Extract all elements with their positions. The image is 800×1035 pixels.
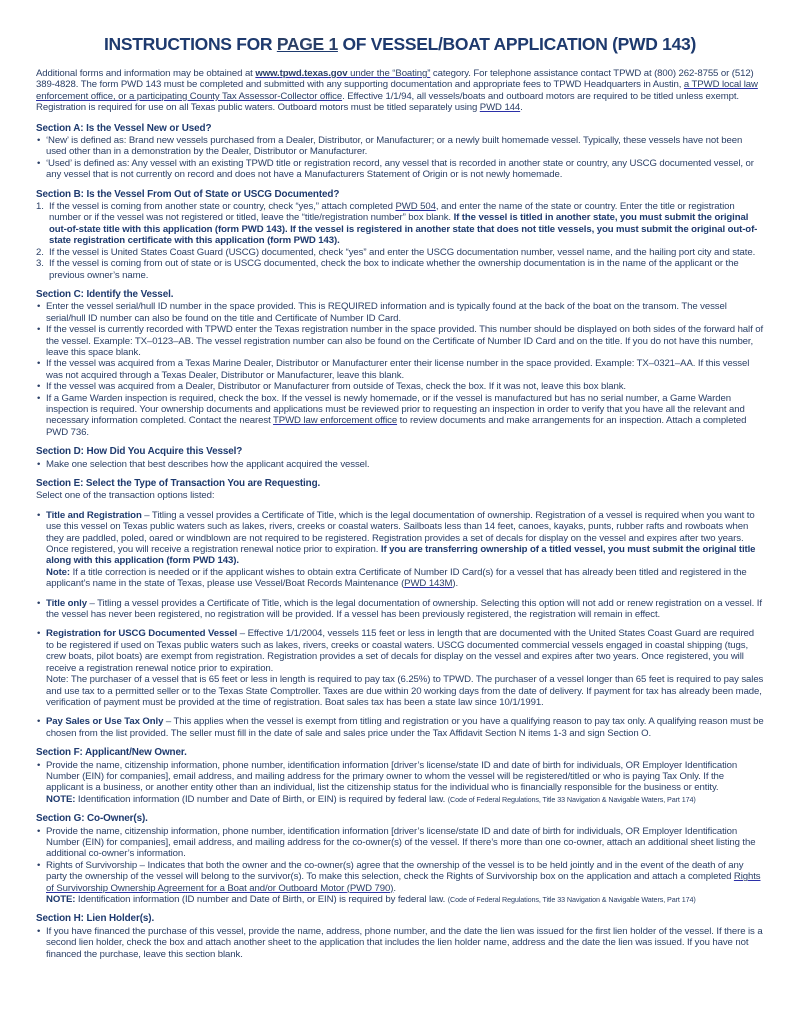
section-a — [36, 123, 764, 181]
intro-paragraph — [36, 68, 764, 114]
list-item: • If the vessel is currently recorded with TPWD enter the Texas registration number in the space provided. This number should be displayed on both sides of the forward half of the vessel. Example: TX–0123–AB. The vessel registration number can also be found on the Certificate of Number ID Card and on the title. If you do not have this number, leave this space blank. — [36, 324, 764, 358]
note-citation: (Code of Federal Regulations, Title 33 Navigation & Navigable Waters, Part 174) — [447, 895, 696, 904]
note-text: ). — [452, 578, 459, 590]
section-g-list — [36, 826, 764, 906]
item-text: If the vessel is coming from another state or country, check “yes,” attach completed — [49, 201, 396, 213]
transaction-option-tax-only — [36, 716, 764, 739]
section-c-heading: Section C: Identify the Vessel. — [36, 288, 174, 300]
note-label: NOTE: — [46, 793, 76, 805]
item-number: 1. — [36, 201, 44, 213]
law-enforcement-office-link[interactable]: TPWD law enforcement office — [273, 415, 398, 427]
section-h-list — [36, 926, 764, 960]
list-item: • Provide the name, citizenship information, phone number, identification information [driver’s license/state ID and date of birth for individuals, OR Employer Identification Number (EIN) for companies], email address, and mailing address for the co-owner(s) of the vessel. If there’s more than one co-owner, attach an additional sheet listing the additional co-owner’s information. — [36, 826, 764, 860]
pwd-143m-link[interactable]: PWD 143M — [404, 578, 453, 590]
list-item — [36, 258, 764, 281]
item-text: Rights of Survivorship – Indicates that both the owner and the co-owner(s) agree that the ownership of the vessel is to be held jointly and in the event of the death of any party the ownership of the vessel will belong to the survivor(s). To make this selection, check the Rights of Survivorship box on the application and attach a completed — [46, 859, 744, 883]
title-text: INSTRUCTIONS FOR — [104, 34, 277, 54]
list-item: • If the vessel was acquired from a Dealer, Distributor or Manufacturer from outside of Texas, check the box. If it was not, leave this box blank. — [36, 381, 764, 392]
office-link[interactable]: a TPWD local law enforcement office, or a participating County Tax Assessor-Collector office — [36, 79, 758, 102]
section-e-list — [36, 510, 764, 739]
section-g-heading: Section G: Co-Owner(s). — [36, 813, 148, 825]
list-item — [36, 760, 764, 806]
item-number: 3. — [36, 258, 44, 270]
option-text: – Titling a vessel provides a Certificate of Title, which is the legal documentation of ownership. Registration of a vessel is required when you want to use this vessel on Texas public waters such as lakes, rivers, creeks or coastal waters. Sailboats less than 14 feet, canoes, kayaks, punts, rubber rafts and rowboats when they are paddled, poled, oared or windblown are not required to be registered. Registration provides a set of decals for display on the vessel and expires after two years. Once registered, you will receive a registration renewal notice prior to expiration. — [46, 509, 755, 556]
section-f-heading: Section F: Applicant/New Owner. — [36, 747, 187, 759]
pwd-504-link[interactable]: PWD 504 — [395, 201, 436, 213]
option-text: – Titling a vessel provides a Certificate of Title, which is the legal documentation of ownership. Selecting this option will not add or renew registration on a vessel. If the vessel has never been registered, no registration will be provided. If a vessel has been previously registered, the registration will remain in effect. — [46, 597, 762, 621]
section-e — [36, 478, 764, 739]
item-bold-text: If the vessel is titled in another state, you must submit the original out-of-state title with this application (form PWD 143). If the vessel is registered in another state that does not title vessels, you must submit the original out-of-state registration certificate with this application (form PWD 143). — [49, 212, 758, 247]
list-item: • If you have financed the purchase of this vessel, provide the name, address, phone number, and the date the lien was issued for the first lien holder of the vessel. If there is a second lien holder, check the box and attach another sheet to the application that includes the lien holder name, address and the date the lien was issued. If you have not financed the purchase, leave this section blank. — [36, 926, 764, 960]
item-text: . — [393, 882, 396, 894]
note-text: Identification information (ID number and Date of Birth, or EIN) is required by federal law. — [75, 894, 448, 905]
section-e-heading: Section E: Select the Type of Transaction You are Requesting. — [36, 478, 321, 489]
list-item: • ‘Used’ is defined as: Any vessel with an existing TPWD title or registration record, any vessel that is recorded in another state or country, any USCG documented vessel, or any vessel that is not currently on record and does not have a Manufacturers Statement of Origin or is not newly homemade. — [36, 158, 764, 181]
item-text: If a Game Warden inspection is required, check the box. If the vessel is newly homemade, or if the vessel is manufactured but has no serial number, a Game Warden inspection is required. Your ownership documents and applications must be reviewed prior to requesting an inspection in order to verify that you have all the relevant and necessary information completed. Contact the nearest — [46, 392, 745, 427]
item-number: 2. — [36, 246, 44, 258]
option-label: Title only — [46, 597, 87, 609]
section-d-list — [36, 459, 764, 470]
section-c — [36, 289, 764, 438]
note-text: Note: The purchaser of a vessel that is 65 feet or less in length is required to pay tax (6.25%) to TPWD. The purchaser of a vessel longer than 65 feet is required to pay sales and use tax to a permitted seller or to the Texas State Comptroller. Taxes are due within 20 working days from the date of delivery. If payment for tax has already been made, verification of payment must be provided at the time of registration. Boat sales tax has been a state law since 10/1/1991. — [46, 674, 764, 708]
section-b-heading: Section B: Is the Vessel From Out of State or USCG Documented? — [36, 188, 340, 200]
pwd-144-link[interactable]: PWD 144 — [479, 102, 521, 114]
list-item — [36, 201, 764, 247]
section-f-list — [36, 760, 764, 806]
note-citation: (Code of Federal Regulations, Title 33 Navigation & Navigable Waters, Part 174) — [447, 794, 696, 804]
note-text: Identification information (ID number and Date of Birth, or EIN) is required by federal law. — [75, 793, 448, 805]
section-h — [36, 913, 764, 960]
section-e-subheading: Select one of the transaction options listed: — [36, 490, 215, 502]
section-d-heading: Section D: How Did You Acquire this Vessel? — [36, 446, 243, 458]
transaction-option-title-only — [36, 598, 764, 621]
section-a-heading: Section A: Is the Vessel New or Used? — [36, 122, 212, 134]
item-text: If the vessel is United States Coast Guard (USCG) documented, check “yes” and enter the USCG documentation number, vessel name, and the hailing port city and state. — [49, 246, 756, 258]
section-a-list — [36, 135, 764, 181]
option-label: Title and Registration — [46, 509, 142, 521]
option-text: – This applies when the vessel is exempt from titling and registration or you have a qualifying reason to pay tax only. A qualifying reason must be chosen from the list provided. The seller must fill in the date of sale and sales price under the Tax Affidavit Section N items 1-3 and sign Section O. — [46, 716, 764, 739]
page-title — [36, 34, 764, 54]
option-text: – Effective 1/1/2004, vessels 115 feet or less in length that are documented with the United States Coast Guard are required to be registered if used on Texas public waters such as lakes, rivers, creeks or coastal waters. USCG documented commercial vessels engaged in coastal shipping (tugs, crew boats, pilot boats) are exempt from registration. Registration provides a set of decals for display on the vessel and expires after two years. Once registered, you will receive a registration renewal notice prior to expiration. — [46, 628, 754, 674]
intro-text: category. For telephone assistance contact TPWD at (800) 262-8755 or (512) 389-4828. The form PWD 143 must be completed and submitted with any supporting documentation and appropriate fees to TPWD Headquarters in Austin, — [36, 68, 754, 91]
page-1-link[interactable]: PAGE 1 — [276, 34, 338, 54]
transaction-option-uscg — [36, 628, 764, 708]
note-label: Note: — [46, 566, 71, 578]
section-h-heading: Section H: Lien Holder(s). — [36, 913, 155, 925]
list-item — [36, 393, 764, 439]
section-d — [36, 446, 764, 470]
note-text: If a title correction is needed or if the applicant wishes to obtain extra Certificate of Number ID Card(s) for a vessel that has already been titled and registered in the applicant’s name in the state of Texas, please use Vessel/Boat Records Maintenance ( — [46, 566, 747, 590]
list-item — [36, 860, 764, 906]
pwd-790-link[interactable]: Rights of Survivorship Ownership Agreement for a Boat and/or Outboard Motor (PWD 790) — [46, 871, 761, 894]
tpwd-website-link[interactable]: www.tpwd.texas.gov — [255, 68, 348, 79]
section-c-list — [36, 301, 764, 438]
item-text: to review documents and make arrangements for an inspection. Attach a completed PWD 736. — [46, 415, 747, 438]
section-b — [36, 189, 764, 281]
item-text: , and enter the name of the state or country. Enter the title or registration number or if the vessel was not registered or titled, leave the “title/registration number” box blank. — [49, 201, 735, 224]
list-item: • Enter the vessel serial/hull ID number in the space provided. This is REQUIRED information and is typically found at the back of the boat on the transom. The vessel serial/hull ID number can also be found on the title and Certificate of Number ID Card. — [36, 301, 764, 324]
list-item: • ‘New’ is defined as: Brand new vessels purchased from a Dealer, Distributor, or Manufacturer; or a newly built homemade vessel. Typically, these vessels have not been used other than in a demonstration by the Dealer, Distributor or Manufacturer. — [36, 135, 764, 158]
section-f — [36, 747, 764, 805]
intro-text: . Effective 1/1/94, all vessels/boats and outboard motors are required to be titled unless exempt. Registration is required for use on all Texas public waters. Outboard motors must be titled separately using — [36, 90, 739, 114]
list-item: • Make one selection that best describes how the applicant acquired the vessel. — [36, 459, 764, 470]
option-label: Registration for USCG Documented Vessel — [46, 628, 238, 640]
section-g — [36, 813, 764, 905]
list-item: • If the vessel was acquired from a Texas Marine Dealer, Distributor or Manufacturer enter their license number in the space provided. Example: TX–0321–AA. If this vessel was not acquired through a Texas Dealer, Distributor or Manufacturer, leave this blank. — [36, 358, 764, 381]
item-text: If the vessel is coming from out of state or is USCG documented, check the box to indicate whether the ownership documentation is in the name of the applicant or the previous owner’s name. — [49, 258, 739, 281]
boating-category-link[interactable]: under the “Boating” — [347, 68, 431, 79]
item-text: Provide the name, citizenship information, phone number, identification information [driver’s license/state ID and date of birth for individuals, OR Employer Identification Number (EIN) for companies], email address, and mailing address for the primary owner to whom the vessel will be registered/titled or who is paying Tax Only. If the applicant is a business, or another entity other than an individual, list the citizenship status for the individual who is financially responsible for the business or entity. — [46, 759, 738, 794]
option-label: Pay Sales or Use Tax Only — [46, 716, 164, 728]
title-text-end: OF VESSEL/BOAT APPLICATION (PWD 143) — [337, 34, 696, 54]
transaction-option-title-registration — [36, 510, 764, 590]
intro-text: . — [520, 102, 523, 114]
intro-text: Additional forms and information may be obtained at — [36, 68, 256, 79]
option-bold-text: If you are transferring ownership of a titled vessel, you must submit the original title along with this application (form PWD 143). — [46, 544, 756, 567]
list-item — [36, 247, 764, 258]
section-b-list — [36, 201, 764, 281]
note-label: NOTE: — [46, 894, 76, 905]
